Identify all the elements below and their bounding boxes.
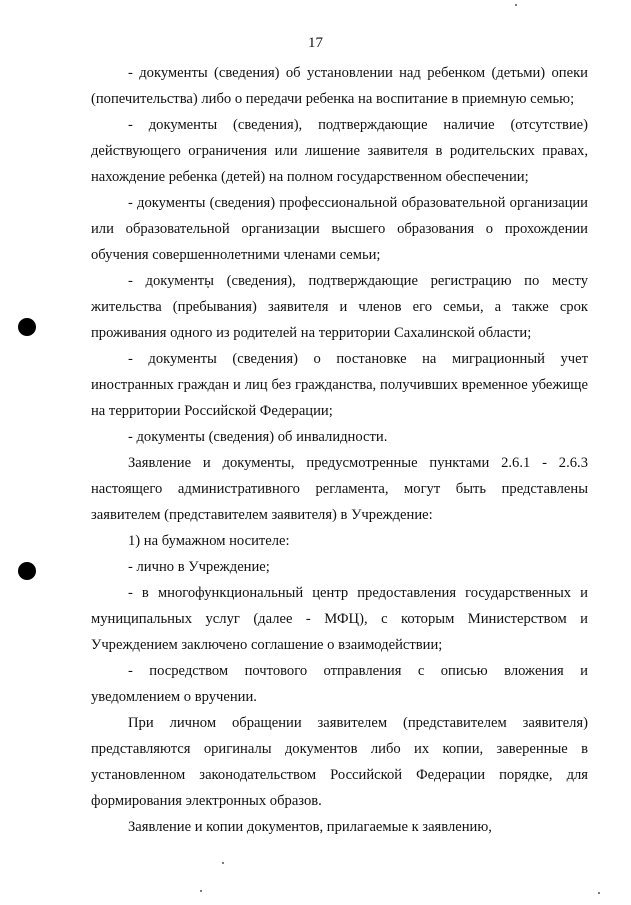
punch-hole-bottom <box>18 562 36 580</box>
paragraph-submission-ways: Заявление и документы, предусмотренные пунктами 2.6.1 - 2.6.3 настоящего административного регламента, могут быть представлены заявителем (представителем заявителя) в Учреждение: <box>91 455 588 523</box>
document-body <box>91 60 588 840</box>
paragraph-registration-docs: - документы (сведения), подтверждающие регистрацию по месту жительства (пребывания) заявителя и членов его семьи, а также срок проживания одного из родителей на территории Сахалинской области; <box>91 273 588 341</box>
page-number: 17 <box>308 35 323 51</box>
scan-speck <box>515 4 517 6</box>
scan-speck <box>598 892 600 894</box>
paragraph-migration-docs: - документы (сведения) о постановке на миграционный учет иностранных граждан и лиц без гражданства, получивших временное убежище на территории Российской Федерации; <box>91 351 588 419</box>
scan-speck <box>222 862 224 864</box>
paragraph-mfc: - в многофункциональный центр предоставления государственных и муниципальных услуг (далее - МФЦ), с которым Министерством и Учреждением заключено соглашение о взаимодействии; <box>91 585 588 653</box>
paragraph-in-person: - лично в Учреждение; <box>128 559 270 575</box>
paragraph-disability-docs: - документы (сведения) об инвалидности. <box>128 429 388 445</box>
paragraph-paper-medium: 1) на бумажном носителе: <box>128 533 290 549</box>
paragraph-guardianship-docs: - документы (сведения) об установлении над ребенком (детьми) опеки (попечительства) либо о передачи ребенка на воспитание в приемную семью; <box>91 65 588 107</box>
paragraph-personal-appeal: При личном обращении заявителем (представителем заявителя) представляются оригиналы документов либо их копии, заверенные в установленном законодательством Российской Федерации порядке, для формирования электронных образов. <box>91 715 588 809</box>
paragraph-parental-rights-docs: - документы (сведения), подтверждающие наличие (отсутствие) действующего ограничения или лишение заявителя в родительских правах, нахождение ребенка (детей) на полном государственном обеспечении; <box>91 117 588 185</box>
punch-hole-top <box>18 318 36 336</box>
paragraph-education-docs: - документы (сведения) профессиональной образовательной организации или образовательной организации высшего образования о прохождении обучения совершеннолетними членами семьи; <box>91 195 588 263</box>
paragraph-postal: - посредством почтового отправления с описью вложения и уведомлением о вручении. <box>91 663 588 705</box>
scan-speck <box>200 890 202 892</box>
paragraph-application-copies: Заявление и копии документов, прилагаемые к заявлению, <box>128 819 492 835</box>
